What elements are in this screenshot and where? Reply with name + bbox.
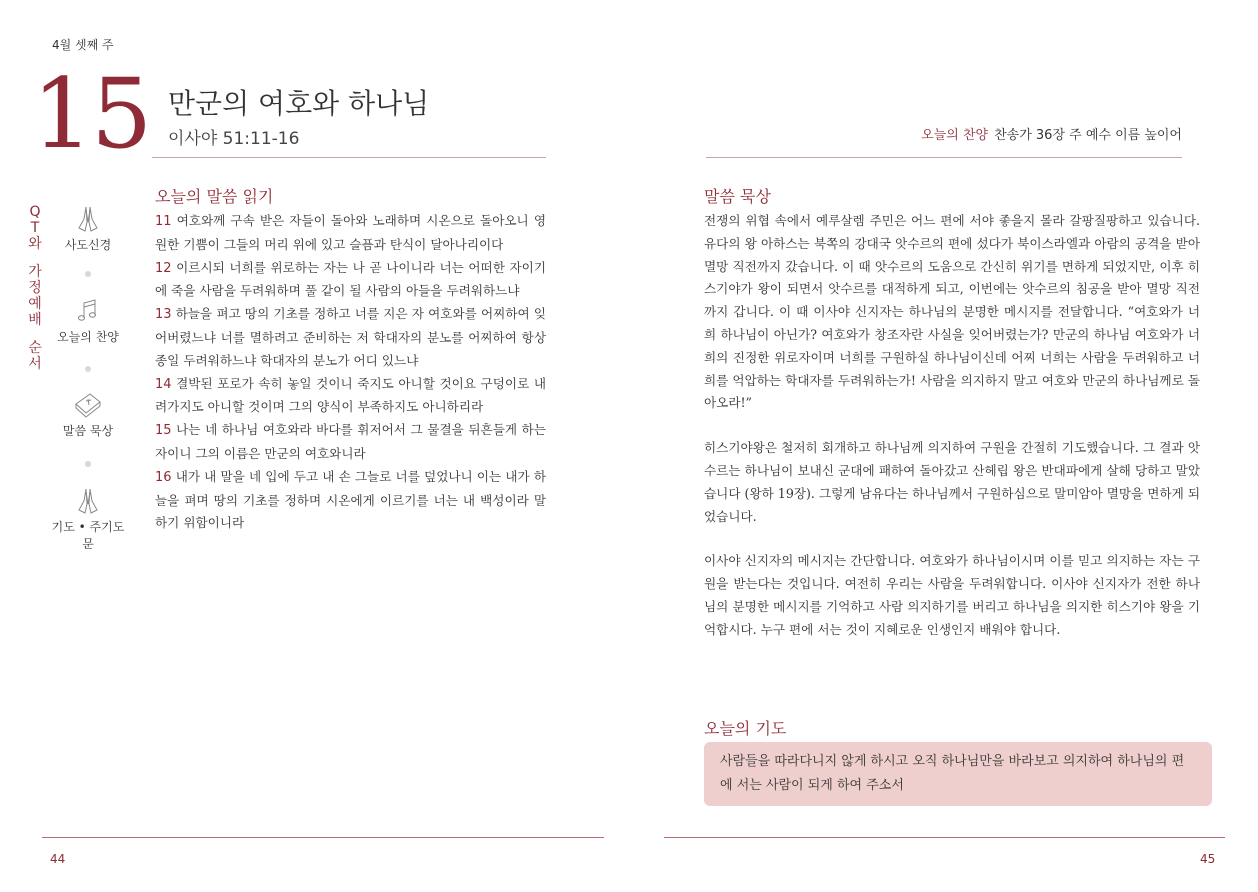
verse-number: 11 xyxy=(155,214,172,229)
verse-text: 나는 네 하나님 여호와라 바다를 휘저어서 그 물결을 뒤흔들게 하는 자이니 그의 이름은 만군의 여호와니라 xyxy=(155,422,546,461)
prayer-box: 사람들을 따라다니지 않게 하시고 오직 하나님만을 바라보고 의지하여 하나님의 편에 서는 사람이 되게 하여 주소서 xyxy=(704,742,1212,806)
prayer-heading: 오늘의 기도 xyxy=(704,719,787,738)
side-label-char: 순 xyxy=(28,340,42,356)
hymn-text: 찬송가 36장 주 예수 이름 높이어 xyxy=(994,128,1182,143)
meditation-text xyxy=(704,210,1200,642)
page-number-right: 45 xyxy=(1200,852,1216,866)
side-label-char: 가 xyxy=(28,264,42,280)
side-item-label: 사도신경 xyxy=(64,238,112,252)
side-label-gap xyxy=(28,252,42,264)
verse-text: 하늘을 펴고 땅의 기초를 정하고 너를 지은 자 여호와를 어찌하여 잊어버렸느냐 너를 멸하려고 준비하는 저 학대자의 분노를 어찌하여 항상 종일 두려워하느냐 학대자의 분노가 어디 있느냐 xyxy=(155,306,546,368)
todays-hymn xyxy=(921,124,1182,143)
header-divider-right xyxy=(706,157,1182,158)
verse xyxy=(155,466,546,535)
verse-text: 여호와께 구속 받은 자들이 돌아와 노래하며 시온으로 돌아오니 영원한 기쁨이 그들의 머리 위에 있고 슬픔과 탄식이 달아나리이다 xyxy=(155,213,546,252)
meditation-paragraph: 전쟁의 위협 속에서 예루살렘 주민은 어느 편에 서야 좋을지 몰라 갈팡질팡하고 있습니다. 유다의 왕 아하스는 북쪽의 강대국 앗수르의 편에 섰다가 북이스라엘과 아람의 공격을 받아 멸망 직전까지 갔습니다. 이 때 앗수르의 도움으로 간신히 위기를 면하게 되었지만, 이후 히스기야가 왕이 되면서 앗수르를 대적하게 되고, 이번에는 앗수르의 침공을 받아 멸망 직전까지 갑니다. 이 때 이사야 신지자는 하나님의 분명한 메시지를 전달합니다. “여호와가 너희 하나님이 아닌가? 여호와가 창조자란 사실을 잊어버렸는가? 만군의 하나님 여호와가 너희의 진정한 위로자이며 너희를 구원하실 하나님이신데 어찌 너희는 사람을 두려워하고 너희를 억압하는 학대자를 두려워하는가! 사람을 의지하지 말고 여호와 만군의 하나님께로 돌아오라!” xyxy=(704,213,1200,411)
verse-number: 13 xyxy=(155,307,172,323)
praying-hands-icon xyxy=(73,486,103,516)
side-item-prayer xyxy=(48,486,128,552)
meditation-heading: 말씀 묵상 xyxy=(704,187,771,206)
side-label-char: 정 xyxy=(28,280,42,296)
scripture-reference: 이사야 51:11-16 xyxy=(168,129,300,149)
verse-number: 15 xyxy=(155,423,172,439)
bible-icon xyxy=(72,390,104,420)
side-label-char: 서 xyxy=(28,356,42,372)
side-item-label: 오늘의 찬양 xyxy=(57,330,119,344)
separator-dot xyxy=(85,461,91,467)
side-label-char: 와 xyxy=(28,236,42,252)
vertical-side-label xyxy=(28,204,42,372)
music-note-icon xyxy=(73,296,103,326)
separator-dot xyxy=(85,366,91,372)
side-label-gap xyxy=(28,328,42,340)
day-number: 15 xyxy=(32,58,151,170)
page-number-left: 44 xyxy=(50,852,66,866)
verse xyxy=(155,257,546,304)
side-label-char: 배 xyxy=(28,312,42,328)
side-label-char: 예 xyxy=(28,296,42,312)
side-label-char: Q xyxy=(29,204,41,220)
praying-hands-icon xyxy=(73,204,103,234)
meditation-paragraph: 히스기야왕은 철저히 회개하고 하나님께 의지하여 구원을 간절히 기도했습니다. 그 결과 앗수르는 하나님이 보내신 군대에 패하여 돌아갔고 산헤립 왕은 반대파에게 살해 당하고 말았습니다 (왕하 19장). 그렇게 남유다는 하나님께서 구원하심으로 말미암아 멸망을 면하게 되었습니다. xyxy=(704,440,1200,524)
scripture-passage xyxy=(155,210,546,535)
week-label: 4월 셋째 주 xyxy=(52,38,114,52)
verse-number: 16 xyxy=(155,469,172,485)
side-item-todays-hymn xyxy=(53,296,123,345)
verse xyxy=(155,210,546,257)
verse xyxy=(155,303,546,372)
verse xyxy=(155,419,546,466)
verse-number: 14 xyxy=(155,376,172,392)
footer-divider-left xyxy=(42,837,604,838)
verse-number: 12 xyxy=(155,260,172,276)
side-item-label: 말씀 묵상 xyxy=(62,424,114,438)
footer-divider-right xyxy=(664,837,1225,838)
separator-dot xyxy=(85,271,91,277)
verse xyxy=(155,373,546,420)
side-item-apostles-creed xyxy=(53,204,123,253)
side-item-meditation xyxy=(53,390,123,439)
side-item-label: 기도 • 주기도문 xyxy=(51,520,125,551)
page-title: 만군의 여호와 하나님 xyxy=(168,87,430,120)
hymn-label: 오늘의 찬양 xyxy=(921,128,989,143)
verse-text: 내가 내 말을 네 입에 두고 내 손 그늘로 너를 덮었나니 이는 내가 하늘을 펴며 땅의 기초를 정하며 시온에게 이르기를 너는 내 백성이라 말하기 위함이니라 xyxy=(155,468,546,531)
meditation-paragraph: 이사야 신지자의 메시지는 간단합니다. 여호와가 하나님이시며 이를 믿고 의지하는 자는 구원을 받는다는 것입니다. 여전히 우리는 사람을 두려워합니다. 이사야 신지자가 전한 하나님의 분명한 메시지를 기억하고 사람 의지하기를 버리고 하나님을 의지한 히스기야 왕을 기억합시다. 누구 편에 서는 것이 지혜로운 인생인지 배워야 합니다. xyxy=(704,553,1200,637)
verse-text: 결박된 포로가 속히 놓일 것이니 죽지도 아니할 것이요 구덩이로 내려가지도 아니할 것이며 그의 양식이 부족하지도 아니하리라 xyxy=(155,375,546,415)
reading-heading: 오늘의 말씀 읽기 xyxy=(155,187,274,206)
title-divider xyxy=(152,157,546,158)
verse-text: 이르시되 너희를 위로하는 자는 나 곧 나이니라 너는 어떠한 자이기에 죽을 사람을 두려워하며 풀 같이 될 사람의 아들을 두려워하느냐 xyxy=(155,259,546,299)
side-label-char: T xyxy=(30,220,40,236)
